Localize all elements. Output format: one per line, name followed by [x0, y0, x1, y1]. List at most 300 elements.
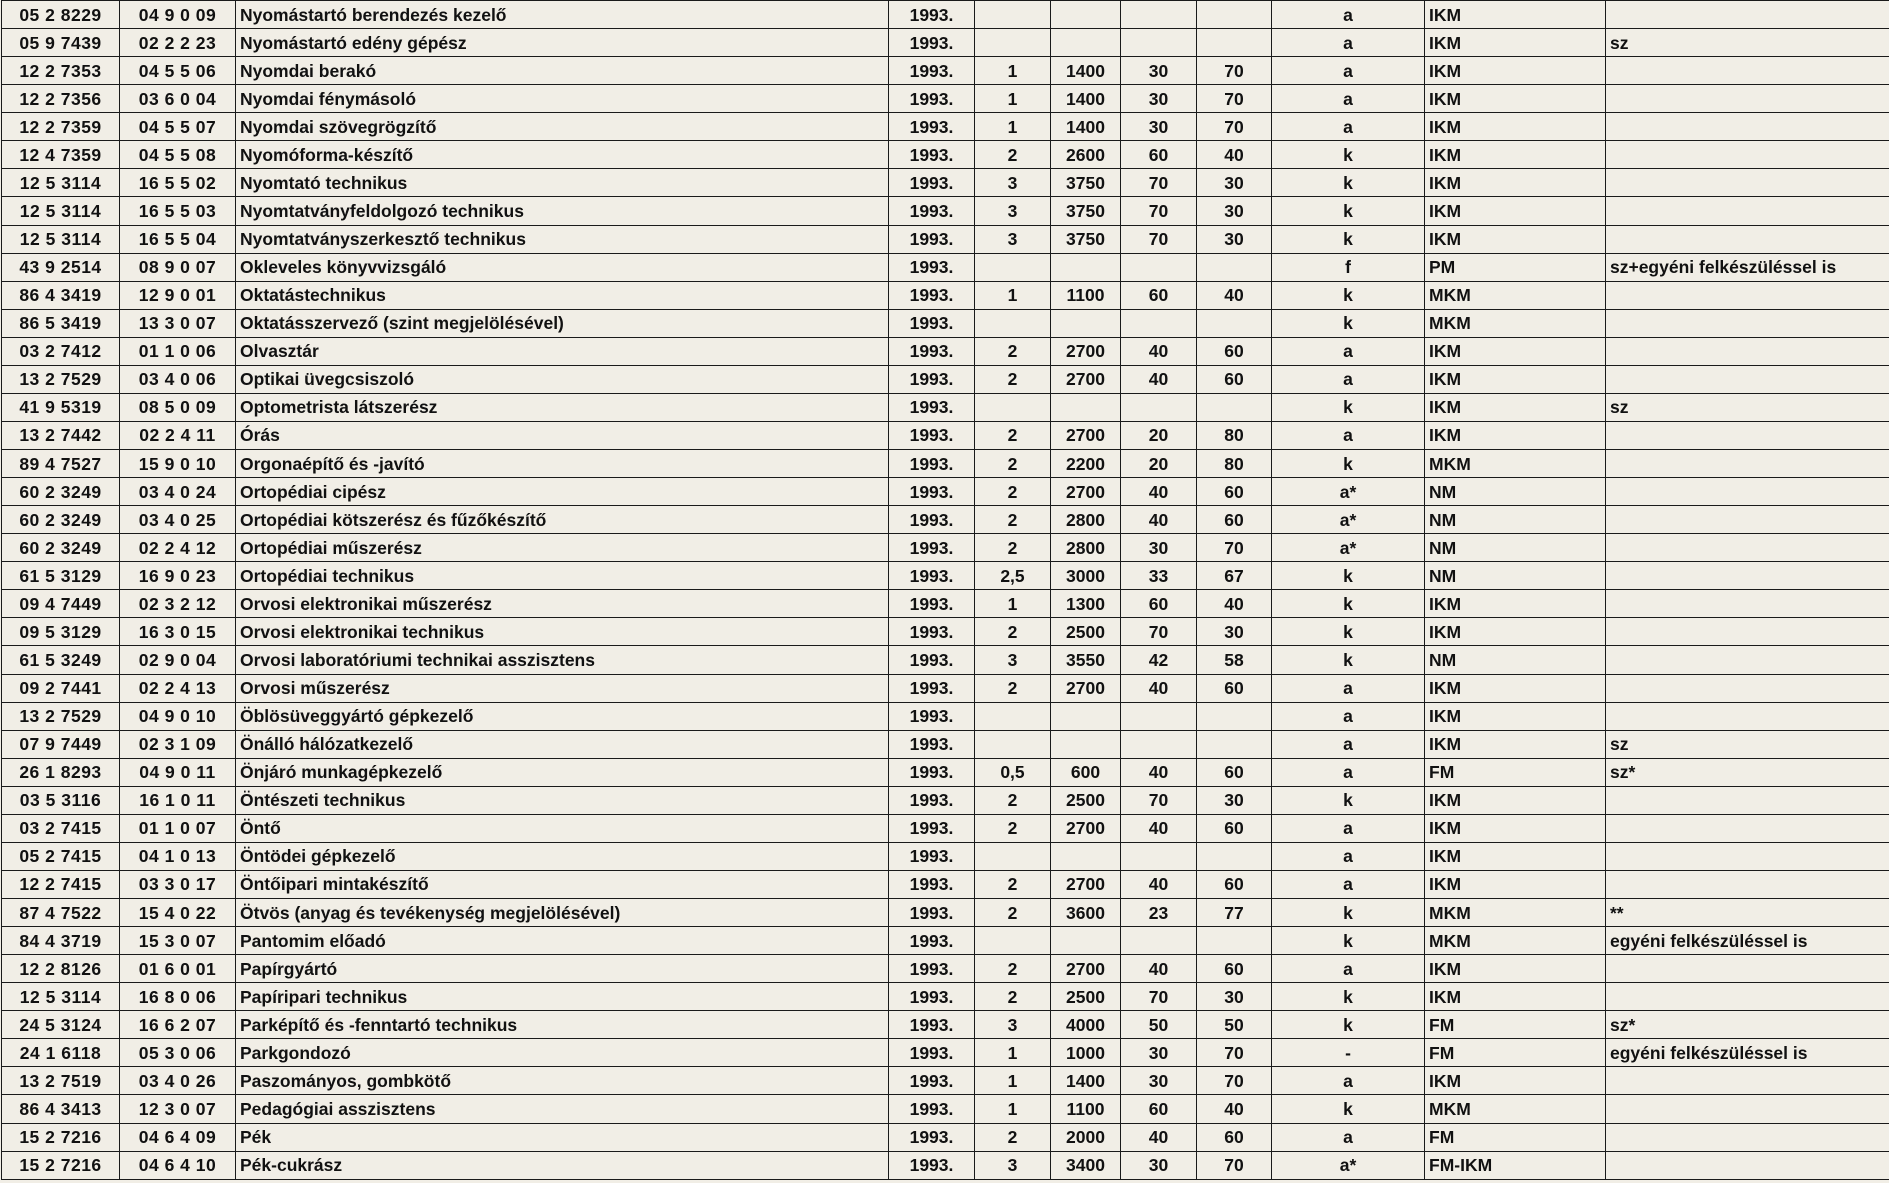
hours-cell: 2800 [1051, 506, 1121, 534]
ministry-cell: IKM [1425, 365, 1606, 393]
theory-percent-cell: 23 [1121, 899, 1197, 927]
hours-cell: 2700 [1051, 674, 1121, 702]
ministry-cell: IKM [1425, 590, 1606, 618]
theory-percent-cell: 40 [1121, 478, 1197, 506]
okj-code-cell: 15 4 0 22 [120, 899, 236, 927]
feor-code-cell: 13 2 7519 [2, 1067, 120, 1095]
practice-percent-cell: 30 [1197, 169, 1272, 197]
duration-years-cell: 2 [975, 814, 1051, 842]
practice-percent-cell [1197, 393, 1272, 421]
okj-code-cell: 16 1 0 11 [120, 786, 236, 814]
table-row [2, 758, 1889, 786]
year-cell: 1993. [889, 365, 975, 393]
ministry-cell: IKM [1425, 197, 1606, 225]
feor-code-cell: 09 4 7449 [2, 590, 120, 618]
occupation-name-cell: Ortopédiai műszerész [236, 534, 889, 562]
practice-percent-cell: 30 [1197, 197, 1272, 225]
okj-code-cell: 02 3 2 12 [120, 590, 236, 618]
occupation-name-cell: Pék-cukrász [236, 1151, 889, 1179]
practice-percent-cell: 60 [1197, 365, 1272, 393]
feor-code-cell: 13 2 7442 [2, 421, 120, 449]
table-row [2, 309, 1889, 337]
level-cell: k [1272, 646, 1425, 674]
level-cell: a [1272, 674, 1425, 702]
practice-percent-cell: 70 [1197, 1039, 1272, 1067]
year-cell: 1993. [889, 646, 975, 674]
occupation-name-cell: Nyomtatványszerkesztő technikus [236, 225, 889, 253]
year-cell: 1993. [889, 393, 975, 421]
theory-percent-cell: 40 [1121, 814, 1197, 842]
duration-years-cell: 2 [975, 955, 1051, 983]
practice-percent-cell: 60 [1197, 870, 1272, 898]
occupation-name-cell: Papírgyártó [236, 955, 889, 983]
ministry-cell: IKM [1425, 955, 1606, 983]
ministry-cell: NM [1425, 534, 1606, 562]
occupation-name-cell: Ortopédiai kötszerész és fűzőkészítő [236, 506, 889, 534]
practice-percent-cell: 30 [1197, 983, 1272, 1011]
theory-percent-cell: 30 [1121, 1067, 1197, 1095]
theory-percent-cell: 40 [1121, 758, 1197, 786]
notes-cell [1606, 1, 1889, 29]
year-cell: 1993. [889, 337, 975, 365]
table-row [2, 478, 1889, 506]
level-cell: k [1272, 618, 1425, 646]
level-cell: a* [1272, 1151, 1425, 1179]
notes-cell [1606, 590, 1889, 618]
occupation-name-cell: Nyomdai berakó [236, 57, 889, 85]
ministry-cell: MKM [1425, 899, 1606, 927]
year-cell: 1993. [889, 842, 975, 870]
level-cell: a [1272, 113, 1425, 141]
duration-years-cell: 1 [975, 113, 1051, 141]
year-cell: 1993. [889, 309, 975, 337]
okj-code-cell: 04 9 0 11 [120, 758, 236, 786]
feor-code-cell: 87 4 7522 [2, 899, 120, 927]
hours-cell: 2000 [1051, 1123, 1121, 1151]
year-cell: 1993. [889, 1151, 975, 1179]
duration-years-cell: 2 [975, 421, 1051, 449]
hours-cell [1051, 927, 1121, 955]
duration-years-cell: 3 [975, 197, 1051, 225]
theory-percent-cell: 40 [1121, 365, 1197, 393]
practice-percent-cell: 80 [1197, 450, 1272, 478]
duration-years-cell: 3 [975, 1151, 1051, 1179]
practice-percent-cell: 70 [1197, 85, 1272, 113]
feor-code-cell: 26 1 8293 [2, 758, 120, 786]
level-cell: a [1272, 814, 1425, 842]
feor-code-cell: 86 4 3413 [2, 1095, 120, 1123]
hours-cell: 2500 [1051, 786, 1121, 814]
hours-cell: 2600 [1051, 141, 1121, 169]
year-cell: 1993. [889, 618, 975, 646]
theory-percent-cell: 33 [1121, 562, 1197, 590]
theory-percent-cell: 42 [1121, 646, 1197, 674]
occupation-name-cell: Orvosi elektronikai technikus [236, 618, 889, 646]
level-cell: k [1272, 225, 1425, 253]
occupation-name-cell: Okleveles könyvvizsgáló [236, 253, 889, 281]
occupation-name-cell: Ötvös (anyag és tevékenység megjelölésével) [236, 899, 889, 927]
okj-code-cell: 02 9 0 04 [120, 646, 236, 674]
hours-cell: 2700 [1051, 478, 1121, 506]
hours-cell: 2700 [1051, 870, 1121, 898]
notes-cell [1606, 646, 1889, 674]
level-cell: a [1272, 337, 1425, 365]
occupation-name-cell: Optometrista látszerész [236, 393, 889, 421]
table-row [2, 365, 1889, 393]
okj-code-cell: 04 5 5 07 [120, 113, 236, 141]
ministry-cell: NM [1425, 506, 1606, 534]
level-cell: a [1272, 730, 1425, 758]
year-cell: 1993. [889, 870, 975, 898]
hours-cell [1051, 730, 1121, 758]
practice-percent-cell: 40 [1197, 1095, 1272, 1123]
feor-code-cell: 12 2 8126 [2, 955, 120, 983]
table-row [2, 814, 1889, 842]
table-row [2, 842, 1889, 870]
duration-years-cell: 2 [975, 337, 1051, 365]
theory-percent-cell: 40 [1121, 506, 1197, 534]
okj-code-cell: 13 3 0 07 [120, 309, 236, 337]
feor-code-cell: 12 5 3114 [2, 197, 120, 225]
practice-percent-cell: 58 [1197, 646, 1272, 674]
okj-code-cell: 01 6 0 01 [120, 955, 236, 983]
level-cell: a [1272, 758, 1425, 786]
year-cell: 1993. [889, 57, 975, 85]
okj-code-cell: 05 3 0 06 [120, 1039, 236, 1067]
feor-code-cell: 41 9 5319 [2, 393, 120, 421]
notes-cell [1606, 421, 1889, 449]
okj-code-cell: 03 4 0 24 [120, 478, 236, 506]
table-row [2, 955, 1889, 983]
practice-percent-cell [1197, 730, 1272, 758]
okj-code-cell: 02 2 4 13 [120, 674, 236, 702]
duration-years-cell: 2 [975, 983, 1051, 1011]
notes-cell: ** [1606, 899, 1889, 927]
ministry-cell: PM [1425, 253, 1606, 281]
feor-code-cell: 03 2 7412 [2, 337, 120, 365]
feor-code-cell: 84 4 3719 [2, 927, 120, 955]
practice-percent-cell: 60 [1197, 478, 1272, 506]
level-cell: a [1272, 365, 1425, 393]
year-cell: 1993. [889, 955, 975, 983]
notes-cell [1606, 478, 1889, 506]
theory-percent-cell: 30 [1121, 1151, 1197, 1179]
hours-cell: 2700 [1051, 421, 1121, 449]
occupation-name-cell: Öntödei gépkezelő [236, 842, 889, 870]
practice-percent-cell [1197, 842, 1272, 870]
table-row [2, 674, 1889, 702]
hours-cell: 2700 [1051, 955, 1121, 983]
ministry-cell: IKM [1425, 337, 1606, 365]
level-cell: a [1272, 421, 1425, 449]
hours-cell [1051, 702, 1121, 730]
practice-percent-cell [1197, 253, 1272, 281]
notes-cell [1606, 225, 1889, 253]
hours-cell [1051, 309, 1121, 337]
table-row [2, 899, 1889, 927]
ministry-cell: IKM [1425, 702, 1606, 730]
ministry-cell: IKM [1425, 57, 1606, 85]
occupation-name-cell: Nyomdai szövegrögzítő [236, 113, 889, 141]
notes-cell [1606, 814, 1889, 842]
feor-code-cell: 09 2 7441 [2, 674, 120, 702]
okj-code-cell: 03 4 0 26 [120, 1067, 236, 1095]
theory-percent-cell: 20 [1121, 450, 1197, 478]
hours-cell: 2700 [1051, 337, 1121, 365]
practice-percent-cell: 40 [1197, 281, 1272, 309]
duration-years-cell [975, 730, 1051, 758]
table-row [2, 113, 1889, 141]
duration-years-cell [975, 842, 1051, 870]
duration-years-cell: 2 [975, 870, 1051, 898]
notes-cell: egyéni felkészüléssel is [1606, 1039, 1889, 1067]
occupation-name-cell: Olvasztár [236, 337, 889, 365]
theory-percent-cell [1121, 702, 1197, 730]
practice-percent-cell: 70 [1197, 57, 1272, 85]
year-cell: 1993. [889, 29, 975, 57]
ministry-cell: IKM [1425, 1, 1606, 29]
ministry-cell: IKM [1425, 814, 1606, 842]
duration-years-cell [975, 393, 1051, 421]
okj-code-cell: 04 1 0 13 [120, 842, 236, 870]
hours-cell: 1300 [1051, 590, 1121, 618]
okj-code-cell: 16 8 0 06 [120, 983, 236, 1011]
level-cell: k [1272, 141, 1425, 169]
theory-percent-cell: 30 [1121, 85, 1197, 113]
theory-percent-cell: 60 [1121, 141, 1197, 169]
ministry-cell: IKM [1425, 29, 1606, 57]
table-row [2, 169, 1889, 197]
level-cell: k [1272, 309, 1425, 337]
okj-code-cell: 04 5 5 06 [120, 57, 236, 85]
occupation-name-cell: Nyomástartó edény gépész [236, 29, 889, 57]
notes-cell: egyéni felkészüléssel is [1606, 927, 1889, 955]
okj-code-cell: 08 9 0 07 [120, 253, 236, 281]
feor-code-cell: 09 5 3129 [2, 618, 120, 646]
ministry-cell: IKM [1425, 786, 1606, 814]
year-cell: 1993. [889, 169, 975, 197]
ministry-cell: NM [1425, 562, 1606, 590]
occupation-name-cell: Orvosi elektronikai műszerész [236, 590, 889, 618]
year-cell: 1993. [889, 281, 975, 309]
ministry-cell: IKM [1425, 618, 1606, 646]
duration-years-cell: 2 [975, 450, 1051, 478]
level-cell: a [1272, 702, 1425, 730]
occupation-name-cell: Oktatástechnikus [236, 281, 889, 309]
hours-cell: 2500 [1051, 618, 1121, 646]
theory-percent-cell: 30 [1121, 534, 1197, 562]
practice-percent-cell: 60 [1197, 955, 1272, 983]
notes-cell: sz* [1606, 1011, 1889, 1039]
hours-cell: 2700 [1051, 814, 1121, 842]
table-row [2, 141, 1889, 169]
level-cell: a [1272, 29, 1425, 57]
year-cell: 1993. [889, 478, 975, 506]
theory-percent-cell: 30 [1121, 1039, 1197, 1067]
occupation-name-cell: Pantomim előadó [236, 927, 889, 955]
practice-percent-cell: 60 [1197, 506, 1272, 534]
okj-code-cell: 12 3 0 07 [120, 1095, 236, 1123]
duration-years-cell: 3 [975, 169, 1051, 197]
hours-cell: 3550 [1051, 646, 1121, 674]
okj-code-cell: 03 3 0 17 [120, 870, 236, 898]
table-row [2, 197, 1889, 225]
level-cell: k [1272, 1095, 1425, 1123]
okj-code-cell: 16 5 5 04 [120, 225, 236, 253]
level-cell: k [1272, 927, 1425, 955]
duration-years-cell: 2 [975, 786, 1051, 814]
duration-years-cell: 3 [975, 646, 1051, 674]
year-cell: 1993. [889, 1067, 975, 1095]
hours-cell: 1100 [1051, 281, 1121, 309]
practice-percent-cell: 40 [1197, 590, 1272, 618]
notes-cell [1606, 281, 1889, 309]
ministry-cell: IKM [1425, 225, 1606, 253]
duration-years-cell: 1 [975, 590, 1051, 618]
duration-years-cell: 2 [975, 899, 1051, 927]
notes-cell [1606, 870, 1889, 898]
year-cell: 1993. [889, 590, 975, 618]
occupation-name-cell: Nyomóforma-készítő [236, 141, 889, 169]
year-cell: 1993. [889, 450, 975, 478]
hours-cell: 2800 [1051, 534, 1121, 562]
hours-cell: 1400 [1051, 113, 1121, 141]
level-cell: k [1272, 281, 1425, 309]
practice-percent-cell: 60 [1197, 674, 1272, 702]
theory-percent-cell [1121, 1, 1197, 29]
year-cell: 1993. [889, 927, 975, 955]
level-cell: f [1272, 253, 1425, 281]
occupation-name-cell: Pedagógiai asszisztens [236, 1095, 889, 1123]
okj-code-cell: 01 1 0 07 [120, 814, 236, 842]
practice-percent-cell: 70 [1197, 534, 1272, 562]
occupation-name-cell: Órás [236, 421, 889, 449]
year-cell: 1993. [889, 534, 975, 562]
table-row [2, 1123, 1889, 1151]
year-cell: 1993. [889, 197, 975, 225]
duration-years-cell: 2 [975, 478, 1051, 506]
table-row [2, 786, 1889, 814]
duration-years-cell [975, 253, 1051, 281]
feor-code-cell: 60 2 3249 [2, 478, 120, 506]
practice-percent-cell: 30 [1197, 618, 1272, 646]
occupation-name-cell: Orvosi laboratóriumi technikai asszisztens [236, 646, 889, 674]
table-row [2, 590, 1889, 618]
duration-years-cell: 1 [975, 281, 1051, 309]
occupation-name-cell: Oktatásszervező (szint megjelölésével) [236, 309, 889, 337]
hours-cell [1051, 253, 1121, 281]
theory-percent-cell: 70 [1121, 983, 1197, 1011]
duration-years-cell: 1 [975, 1067, 1051, 1095]
ministry-cell: MKM [1425, 1095, 1606, 1123]
year-cell: 1993. [889, 786, 975, 814]
notes-cell [1606, 1123, 1889, 1151]
occupation-name-cell: Papíripari technikus [236, 983, 889, 1011]
ministry-cell: FM [1425, 1039, 1606, 1067]
practice-percent-cell [1197, 927, 1272, 955]
feor-code-cell: 12 2 7359 [2, 113, 120, 141]
level-cell: k [1272, 590, 1425, 618]
year-cell: 1993. [889, 758, 975, 786]
occupation-name-cell: Öntő [236, 814, 889, 842]
practice-percent-cell: 70 [1197, 1067, 1272, 1095]
theory-percent-cell [1121, 309, 1197, 337]
feor-code-cell: 07 9 7449 [2, 730, 120, 758]
okj-code-cell: 03 4 0 25 [120, 506, 236, 534]
hours-cell: 2500 [1051, 983, 1121, 1011]
okj-code-cell: 04 9 0 09 [120, 1, 236, 29]
theory-percent-cell: 40 [1121, 955, 1197, 983]
feor-code-cell: 12 5 3114 [2, 169, 120, 197]
feor-code-cell: 43 9 2514 [2, 253, 120, 281]
table-row [2, 1011, 1889, 1039]
hours-cell: 3750 [1051, 225, 1121, 253]
feor-code-cell: 12 2 7415 [2, 870, 120, 898]
year-cell: 1993. [889, 1095, 975, 1123]
table-row [2, 57, 1889, 85]
duration-years-cell [975, 927, 1051, 955]
theory-percent-cell: 40 [1121, 870, 1197, 898]
feor-code-cell: 61 5 3129 [2, 562, 120, 590]
notes-cell [1606, 534, 1889, 562]
theory-percent-cell: 30 [1121, 57, 1197, 85]
okj-code-cell: 03 4 0 06 [120, 365, 236, 393]
level-cell: k [1272, 899, 1425, 927]
feor-code-cell: 60 2 3249 [2, 534, 120, 562]
ministry-cell: MKM [1425, 309, 1606, 337]
hours-cell: 1400 [1051, 85, 1121, 113]
practice-percent-cell: 60 [1197, 758, 1272, 786]
notes-cell [1606, 197, 1889, 225]
hours-cell [1051, 1, 1121, 29]
okj-code-cell: 16 9 0 23 [120, 562, 236, 590]
notes-cell [1606, 1095, 1889, 1123]
level-cell: a [1272, 57, 1425, 85]
practice-percent-cell [1197, 1, 1272, 29]
table-body [2, 1, 1889, 1180]
occupation-name-cell: Ortopédiai technikus [236, 562, 889, 590]
hours-cell [1051, 29, 1121, 57]
practice-percent-cell: 60 [1197, 814, 1272, 842]
table-row [2, 253, 1889, 281]
okj-code-cell: 02 2 4 12 [120, 534, 236, 562]
occupation-name-cell: Pék [236, 1123, 889, 1151]
occupation-name-cell: Nyomástartó berendezés kezelő [236, 1, 889, 29]
theory-percent-cell: 20 [1121, 421, 1197, 449]
hours-cell: 600 [1051, 758, 1121, 786]
theory-percent-cell: 70 [1121, 197, 1197, 225]
feor-code-cell: 61 5 3249 [2, 646, 120, 674]
notes-cell [1606, 450, 1889, 478]
duration-years-cell: 3 [975, 1011, 1051, 1039]
theory-percent-cell: 40 [1121, 1123, 1197, 1151]
year-cell: 1993. [889, 85, 975, 113]
table-row [2, 702, 1889, 730]
year-cell: 1993. [889, 113, 975, 141]
hours-cell: 1400 [1051, 1067, 1121, 1095]
table-row [2, 870, 1889, 898]
duration-years-cell: 3 [975, 225, 1051, 253]
theory-percent-cell [1121, 927, 1197, 955]
occupation-name-cell: Optikai üvegcsiszoló [236, 365, 889, 393]
level-cell: a [1272, 1123, 1425, 1151]
table-row [2, 646, 1889, 674]
practice-percent-cell: 60 [1197, 337, 1272, 365]
hours-cell: 3750 [1051, 197, 1121, 225]
ministry-cell: FM-IKM [1425, 1151, 1606, 1179]
practice-percent-cell [1197, 29, 1272, 57]
notes-cell [1606, 113, 1889, 141]
